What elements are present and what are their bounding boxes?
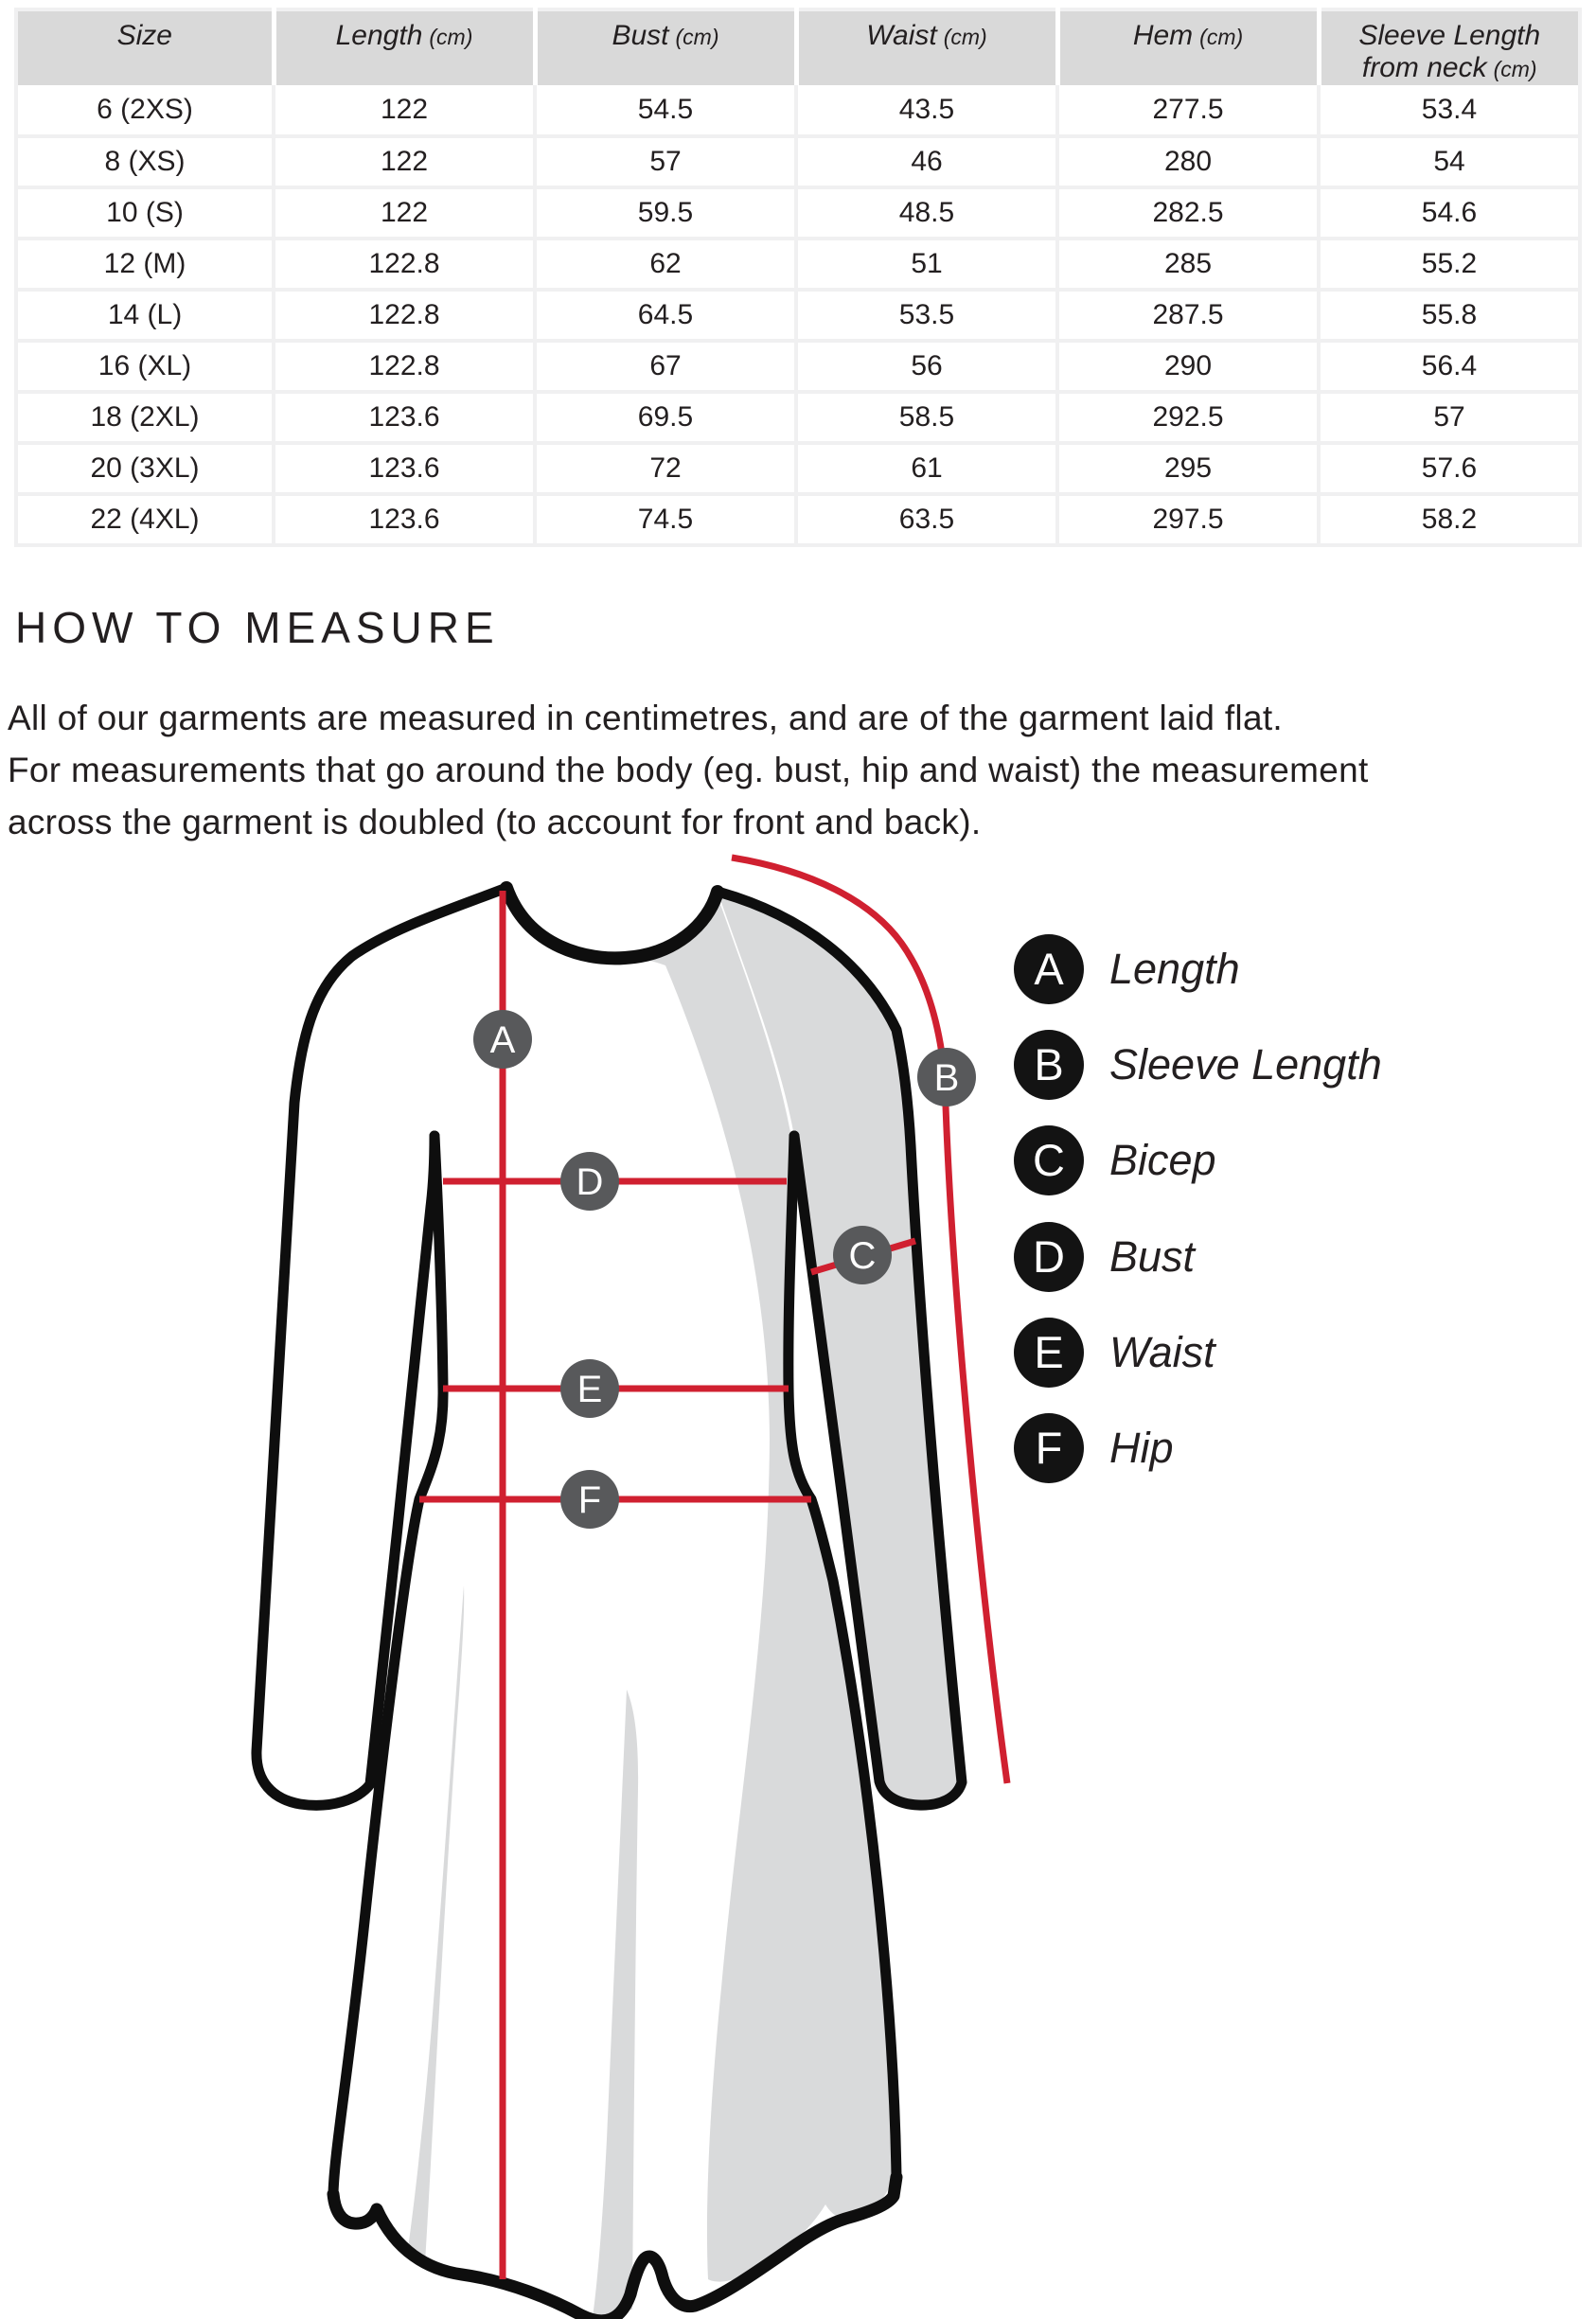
measure-description-line: For measurements that go around the body (eg. bust, hip and waist) the measurement xyxy=(8,751,1369,789)
column-header-bust xyxy=(535,9,796,85)
legend-letter: F xyxy=(1035,1423,1063,1473)
column-label: Bust xyxy=(612,20,669,51)
table-cell: 43.5 xyxy=(796,85,1057,136)
legend-label: Hip xyxy=(1109,1424,1174,1472)
legend xyxy=(1014,934,1382,1483)
table-cell: 290 xyxy=(1057,341,1319,392)
marker-bicep xyxy=(833,1226,892,1284)
measurement-diagram xyxy=(0,833,1596,2319)
table-cell: 8 (XS) xyxy=(16,136,274,187)
table-row xyxy=(16,85,1580,136)
table-cell: 61 xyxy=(796,443,1057,494)
column-label: Length xyxy=(335,20,423,51)
marker-bust xyxy=(560,1152,619,1211)
table-cell: 123.6 xyxy=(274,494,535,545)
column-label: Sleeve Length xyxy=(1358,20,1541,51)
table-cell: 53.5 xyxy=(796,290,1057,341)
marker-letter: E xyxy=(576,1369,603,1410)
column-header-length xyxy=(274,9,535,85)
column-unit: (cm) xyxy=(1199,25,1244,49)
table-cell: 20 (3XL) xyxy=(16,443,274,494)
legend-item-sleeve-length xyxy=(1014,1030,1382,1100)
size-chart-header xyxy=(16,9,1580,85)
table-cell: 55.2 xyxy=(1319,239,1580,290)
table-cell: 54 xyxy=(1319,136,1580,187)
legend-item-waist xyxy=(1014,1318,1217,1388)
marker-sleeve-length xyxy=(917,1048,976,1106)
table-cell: 74.5 xyxy=(535,494,796,545)
table-cell: 287.5 xyxy=(1057,290,1319,341)
table-cell: 63.5 xyxy=(796,494,1057,545)
table-cell: 54.5 xyxy=(535,85,796,136)
legend-label: Length xyxy=(1109,945,1240,993)
marker-letter: C xyxy=(848,1235,877,1277)
table-row xyxy=(16,187,1580,239)
table-cell: 53.4 xyxy=(1319,85,1580,136)
measure-description-line: All of our garments are measured in centimetres, and are of the garment laid flat. xyxy=(8,699,1283,737)
table-cell: 122.8 xyxy=(274,341,535,392)
legend-label: Bust xyxy=(1109,1232,1196,1281)
table-cell: 14 (L) xyxy=(16,290,274,341)
table-cell: 123.6 xyxy=(274,443,535,494)
marker-length xyxy=(473,1010,532,1069)
table-cell: 16 (XL) xyxy=(16,341,274,392)
table-cell: 46 xyxy=(796,136,1057,187)
table-cell: 59.5 xyxy=(535,187,796,239)
column-unit: (cm) xyxy=(675,25,719,49)
measure-description-line: across the garment is doubled (to account for front and back). xyxy=(8,803,982,841)
legend-letter: D xyxy=(1033,1231,1065,1282)
legend-item-hip xyxy=(1014,1413,1174,1483)
table-cell: 285 xyxy=(1057,239,1319,290)
table-cell: 295 xyxy=(1057,443,1319,494)
legend-item-bust xyxy=(1014,1222,1197,1292)
table-row xyxy=(16,341,1580,392)
table-cell: 57.6 xyxy=(1319,443,1580,494)
table-cell: 12 (M) xyxy=(16,239,274,290)
table-cell: 48.5 xyxy=(796,187,1057,239)
table-row xyxy=(16,443,1580,494)
table-cell: 62 xyxy=(535,239,796,290)
table-cell: 122.8 xyxy=(274,239,535,290)
table-cell: 67 xyxy=(535,341,796,392)
table-cell: 69.5 xyxy=(535,392,796,443)
table-cell: 122 xyxy=(274,187,535,239)
table-cell: 58.2 xyxy=(1319,494,1580,545)
column-header-size xyxy=(16,9,274,85)
table-row xyxy=(16,239,1580,290)
table-row xyxy=(16,392,1580,443)
table-row xyxy=(16,494,1580,545)
table-cell: 122 xyxy=(274,136,535,187)
table-cell: 6 (2XS) xyxy=(16,85,274,136)
how-to-measure-heading: HOW TO MEASURE xyxy=(15,603,500,652)
table-cell: 280 xyxy=(1057,136,1319,187)
table-cell: 122.8 xyxy=(274,290,535,341)
legend-label: Bicep xyxy=(1109,1136,1216,1184)
table-row xyxy=(16,290,1580,341)
marker-letter: D xyxy=(576,1161,604,1203)
column-header-hem xyxy=(1057,9,1319,85)
column-unit: (cm) xyxy=(429,25,473,49)
table-cell: 122 xyxy=(274,85,535,136)
table-row xyxy=(16,136,1580,187)
table-cell: 282.5 xyxy=(1057,187,1319,239)
table-cell: 72 xyxy=(535,443,796,494)
legend-item-length xyxy=(1014,934,1240,1004)
table-cell: 54.6 xyxy=(1319,187,1580,239)
measure-description xyxy=(8,692,1596,848)
table-cell: 22 (4XL) xyxy=(16,494,274,545)
table-cell: 292.5 xyxy=(1057,392,1319,443)
column-unit: (cm) xyxy=(943,25,987,49)
table-cell: 297.5 xyxy=(1057,494,1319,545)
column-header-sleeve-length xyxy=(1319,9,1580,85)
table-cell: 58.5 xyxy=(796,392,1057,443)
table-cell: 51 xyxy=(796,239,1057,290)
size-chart-table xyxy=(14,8,1582,547)
table-cell: 277.5 xyxy=(1057,85,1319,136)
column-label-line2: from neck xyxy=(1361,52,1487,83)
table-cell: 57 xyxy=(1319,392,1580,443)
table-cell: 18 (2XL) xyxy=(16,392,274,443)
table-cell: 57 xyxy=(535,136,796,187)
table-cell: 123.6 xyxy=(274,392,535,443)
legend-letter: C xyxy=(1033,1135,1065,1185)
column-label: Size xyxy=(116,20,172,51)
size-chart-body xyxy=(16,85,1580,545)
legend-label: Sleeve Length xyxy=(1109,1040,1382,1089)
legend-letter: E xyxy=(1034,1327,1064,1377)
marker-letter: A xyxy=(489,1019,516,1061)
table-cell: 55.8 xyxy=(1319,290,1580,341)
marker-letter: B xyxy=(933,1057,960,1099)
legend-item-bicep xyxy=(1014,1125,1216,1195)
column-unit: (cm) xyxy=(1493,57,1537,81)
table-cell: 10 (S) xyxy=(16,187,274,239)
dress-diagram-svg xyxy=(0,833,1596,2319)
table-cell: 64.5 xyxy=(535,290,796,341)
marker-hip xyxy=(560,1470,619,1529)
legend-label: Waist xyxy=(1109,1328,1215,1376)
column-label: Waist xyxy=(866,20,937,51)
marker-waist xyxy=(560,1359,619,1418)
legend-letter: A xyxy=(1034,944,1064,994)
legend-letter: B xyxy=(1034,1039,1064,1089)
marker-letter: F xyxy=(577,1479,602,1521)
table-cell: 56.4 xyxy=(1319,341,1580,392)
column-header-waist xyxy=(796,9,1057,85)
table-cell: 56 xyxy=(796,341,1057,392)
column-label: Hem xyxy=(1132,20,1194,51)
